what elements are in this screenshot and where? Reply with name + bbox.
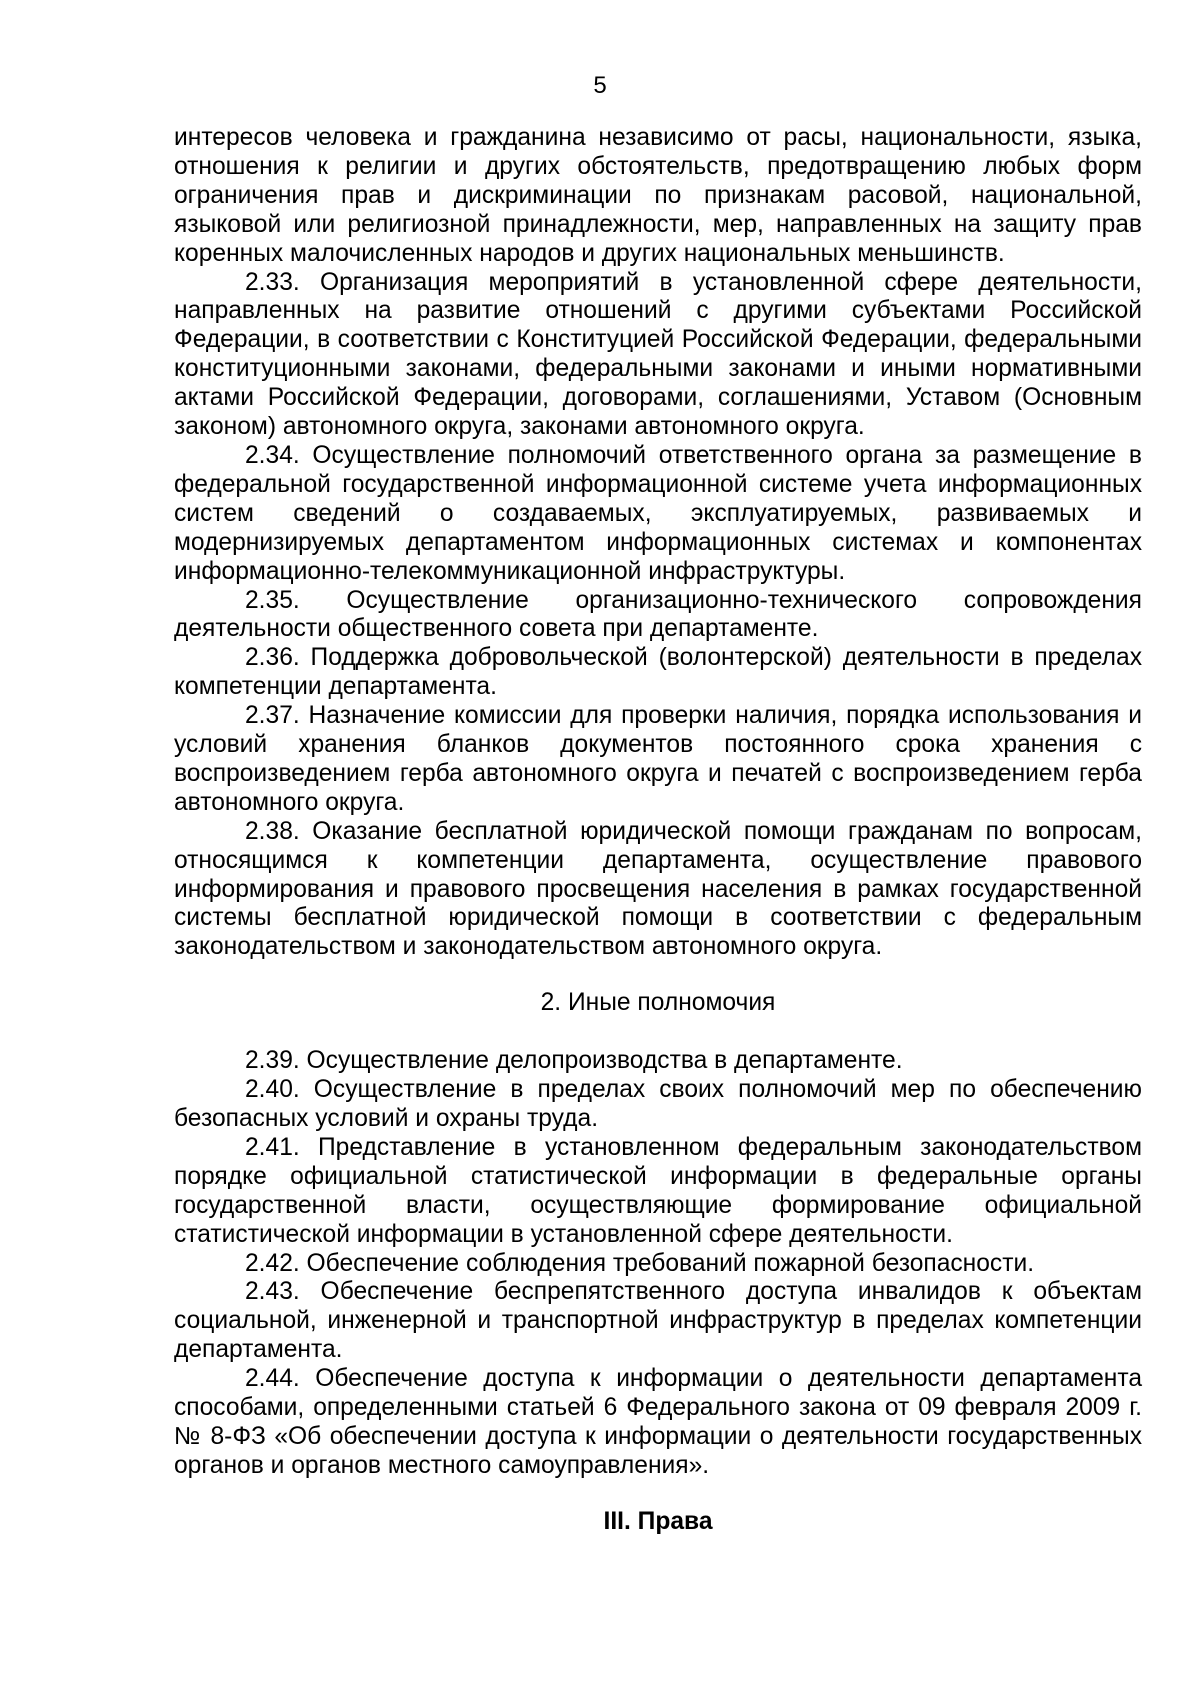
- paragraph-2-39: 2.39. Осуществление делопроизводства в департаменте.: [245, 1047, 903, 1075]
- paragraph-2-40: 2.40. Осуществление в пределах своих полномочий мер по обеспечению безопасных условий и охраны труда.: [174, 1076, 1142, 1132]
- paragraph-2-44: 2.44. Обеспечение доступа к информации о деятельности департамента способами, определенными статьей 6 Федерального закона от 09 февраля 2009 г. № 8-ФЗ «Об обеспечении доступа к информации о деятельности государственных органов и органов местного самоуправления».: [174, 1365, 1142, 1479]
- paragraph-2-38: 2.38. Оказание бесплатной юридической помощи гражданам по вопросам, относящимся к компетенции департамента, осуществление правового информирования и правового просвещения населения в рамках государственной системы бесплатной юридической помощи в соответствии с федеральным законодательством и законодательством автономного округа.: [174, 817, 1142, 961]
- paragraph-2-43: 2.43. Обеспечение беспрепятственного доступа инвалидов к объектам социальной, инженерной и транспортной инфраструктур в пределах компетенции департамента.: [174, 1278, 1142, 1364]
- paragraph-continuation: интересов человека и гражданина независимо от расы, национальности, языка, отношения к религии и других обстоятельств, предотвращению любых форм ограничения прав и дискриминации по признакам расовой, национальной, языковой или религиозной принадлежности, мер, направленных на защиту прав коренных малочисленных народов и других национальных меньшинств.: [174, 124, 1142, 267]
- subsection-heading: 2. Иные полномочия: [540, 989, 776, 1017]
- page-number: 5: [593, 72, 607, 99]
- paragraph-2-41: 2.41. Представление в установленном федеральным законодательством порядке официальной статистической информации в федеральные органы государственной власти, осуществляющие формирование официальной статистической информации в установленной сфере деятельности.: [174, 1133, 1142, 1248]
- paragraph-2-42: 2.42. Обеспечение соблюдения требований пожарной безопасности.: [245, 1249, 1035, 1277]
- document-body: [174, 124, 1142, 1537]
- paragraph-2-35: 2.35. Осуществление организационно-технического сопровождения деятельности общественного совета при департаменте.: [174, 586, 1142, 643]
- paragraph-2-33: 2.33. Организация мероприятий в установленной сфере деятельности, направленных на развитие отношений с другими субъектами Российской Федерации, в соответствии с Конституцией Российской Федерации, федеральными конституционными законами, федеральными законами и иными нормативными актами Российской Федерации, договорами, соглашениями, Уставом (Основным законом) автономного округа, законами автономного округа.: [174, 268, 1142, 441]
- paragraph-2-37: 2.37. Назначение комиссии для проверки наличия, порядка использования и условий хранения бланков документов постоянного срока хранения с воспроизведением герба автономного округа и печатей с воспроизведением герба автономного округа.: [174, 702, 1142, 816]
- section-heading: III. Права: [603, 1507, 713, 1535]
- paragraph-2-36: 2.36. Поддержка добровольческой (волонтерской) деятельности в пределах компетенции департамента.: [174, 644, 1142, 701]
- paragraph-2-34: 2.34. Осуществление полномочий ответственного органа за размещение в федеральной государственной информационной системе учета информационных систем сведений о создаваемых, эксплуатируемых, развиваемых и модернизируемых департаментом информационных системах и компонентах информационно-телекоммуникационной инфраструктуры.: [174, 441, 1142, 585]
